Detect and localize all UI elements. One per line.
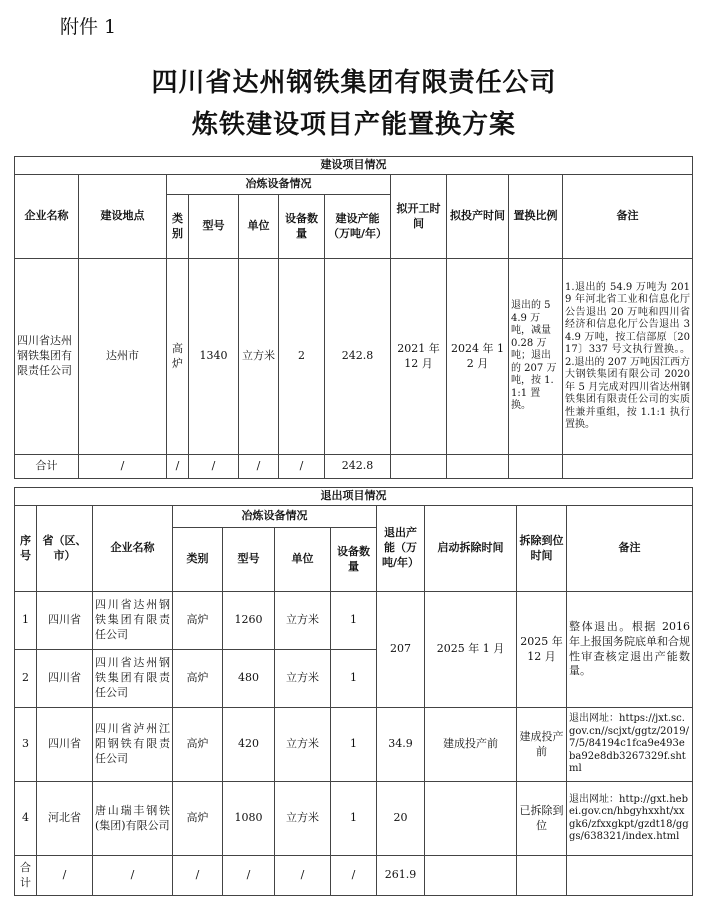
unit: 立方米: [275, 592, 331, 650]
header-equipment: 冶炼设备情况: [173, 506, 377, 528]
header-unit: 单位: [275, 528, 331, 592]
header-note: 备注: [567, 506, 693, 592]
note: 1.退出的 54.9 万吨为 2019 年河北省工业和信息化厅公告退出 20 万吨和四川省经济和信息化厅公告退出 34.9 万吨，按工信部原〔2017〕337 号文执行置换。。2.退出的 207 万吨因江西方大钢铁集团有限公司 2020 年 5 月完成对四川省达州钢铁集团有限责任公司的实质性兼并重组，按 1.1:1 执行置换。: [563, 259, 693, 455]
note-link[interactable]: 退出网址：https://jxt.sc.gov.cn//scjxt/ggtz/2019/7/5/84194c1fca9e493eba92e8db3267329f.shtml: [567, 708, 693, 782]
table-row: [15, 708, 693, 782]
model: 1080: [223, 782, 275, 856]
unit: 立方米: [275, 650, 331, 708]
count: 1: [331, 592, 377, 650]
header-capacity: 建设产能（万吨/年）: [325, 195, 391, 259]
exit-project-table: [14, 487, 693, 896]
header-done-time: 拆除到位时间: [517, 506, 567, 592]
total-unit: /: [239, 455, 279, 479]
province: 河北省: [37, 782, 93, 856]
location: 达州市: [79, 259, 167, 455]
header-model: 型号: [189, 195, 239, 259]
header-company: 企业名称: [15, 175, 79, 259]
build-section-header: 建设项目情况: [15, 157, 693, 175]
type: 高炉: [173, 650, 223, 708]
exit-section-header: 退出项目情况: [15, 488, 693, 506]
total-row: [15, 455, 693, 479]
total-company: /: [93, 856, 173, 896]
capacity: 20: [377, 782, 425, 856]
header-unit: 单位: [239, 195, 279, 259]
seq: 3: [15, 708, 37, 782]
start-time: [425, 782, 517, 856]
start-time: 2025 年 1 月: [425, 592, 517, 708]
build-project-table: [14, 156, 693, 479]
count: 2: [279, 259, 325, 455]
header-start-time: 启动拆除时间: [425, 506, 517, 592]
unit: 立方米: [239, 259, 279, 455]
type: 高炉: [173, 708, 223, 782]
total-count: /: [279, 455, 325, 479]
type: 高炉: [173, 782, 223, 856]
done-time: 2025 年 12 月: [517, 592, 567, 708]
operate-time: 2024 年 12 月: [447, 259, 509, 455]
document-subtitle: 炼铁建设项目产能置换方案: [191, 110, 516, 140]
header-seq: 序号: [15, 506, 37, 592]
header-operate-time: 拟投产时间: [447, 175, 509, 259]
total-type: /: [167, 455, 189, 479]
seq: 4: [15, 782, 37, 856]
province: 四川省: [37, 708, 93, 782]
company-name: 四川省达州钢铁集团有限责任公司: [93, 592, 173, 650]
count: 1: [331, 708, 377, 782]
type: 高炉: [173, 592, 223, 650]
total-unit: /: [275, 856, 331, 896]
province: 四川省: [37, 592, 93, 650]
total-label: 合计: [15, 455, 79, 479]
header-ratio: 置换比例: [509, 175, 563, 259]
note: 整体退出。根据 2016 年上报国务院底单和合规性审查核定退出产能数量。: [567, 592, 693, 708]
total-model: /: [189, 455, 239, 479]
header-start-time: 拟开工时间: [391, 175, 447, 259]
header-count: 设备数量: [279, 195, 325, 259]
start-time: 2021 年 12 月: [391, 259, 447, 455]
province: 四川省: [37, 650, 93, 708]
header-count: 设备数量: [331, 528, 377, 592]
start-time: 建成投产前: [425, 708, 517, 782]
model: 1260: [223, 592, 275, 650]
company-name: 四川省达州钢铁集团有限责任公司: [93, 650, 173, 708]
capacity: 34.9: [377, 708, 425, 782]
company-name: 四川省达州钢铁集团有限责任公司: [15, 259, 79, 455]
seq: 1: [15, 592, 37, 650]
header-type: 类别: [167, 195, 189, 259]
type: 高炉: [167, 259, 189, 455]
document-title: 四川省达州钢铁集团有限责任公司: [151, 68, 557, 98]
header-equipment: 冶炼设备情况: [167, 175, 391, 195]
header-model: 型号: [223, 528, 275, 592]
header-note: 备注: [563, 175, 693, 259]
company-name: 唐山瑞丰钢铁(集团)有限公司: [93, 782, 173, 856]
table-row: [15, 592, 693, 650]
header-capacity: 退出产能（万吨/年）: [377, 506, 425, 592]
total-row: [15, 856, 693, 896]
capacity: 207: [377, 592, 425, 708]
count: 1: [331, 782, 377, 856]
total-capacity: 261.9: [377, 856, 425, 896]
total-model: /: [223, 856, 275, 896]
header-company: 企业名称: [93, 506, 173, 592]
table-row: [15, 782, 693, 856]
unit: 立方米: [275, 708, 331, 782]
total-type: /: [173, 856, 223, 896]
done-time: 已拆除到位: [517, 782, 567, 856]
total-label: 合计: [15, 856, 37, 896]
done-time: 建成投产前: [517, 708, 567, 782]
total-count: /: [331, 856, 377, 896]
attachment-label: 附件 1: [60, 16, 117, 38]
count: 1: [331, 650, 377, 708]
company-name: 四川省泸州江阳钢铁有限责任公司: [93, 708, 173, 782]
total-province: /: [37, 856, 93, 896]
header-type: 类别: [173, 528, 223, 592]
note-link[interactable]: 退出网址：http://gxt.hebei.gov.cn/hbgyhxxht/xxgk6/zfxxgkpt/gzdt18/gggs/638321/index.html: [567, 782, 693, 856]
total-location: /: [79, 455, 167, 479]
unit: 立方米: [275, 782, 331, 856]
header-province: 省（区、市）: [37, 506, 93, 592]
model: 1340: [189, 259, 239, 455]
replacement-ratio: 退出的 54.9 万吨，减量 0.28 万吨；退出的 207 万吨，按 1.1:1 置换。: [509, 259, 563, 455]
model: 480: [223, 650, 275, 708]
seq: 2: [15, 650, 37, 708]
total-capacity: 242.8: [325, 455, 391, 479]
model: 420: [223, 708, 275, 782]
table-row: [15, 259, 693, 455]
header-location: 建设地点: [79, 175, 167, 259]
capacity: 242.8: [325, 259, 391, 455]
